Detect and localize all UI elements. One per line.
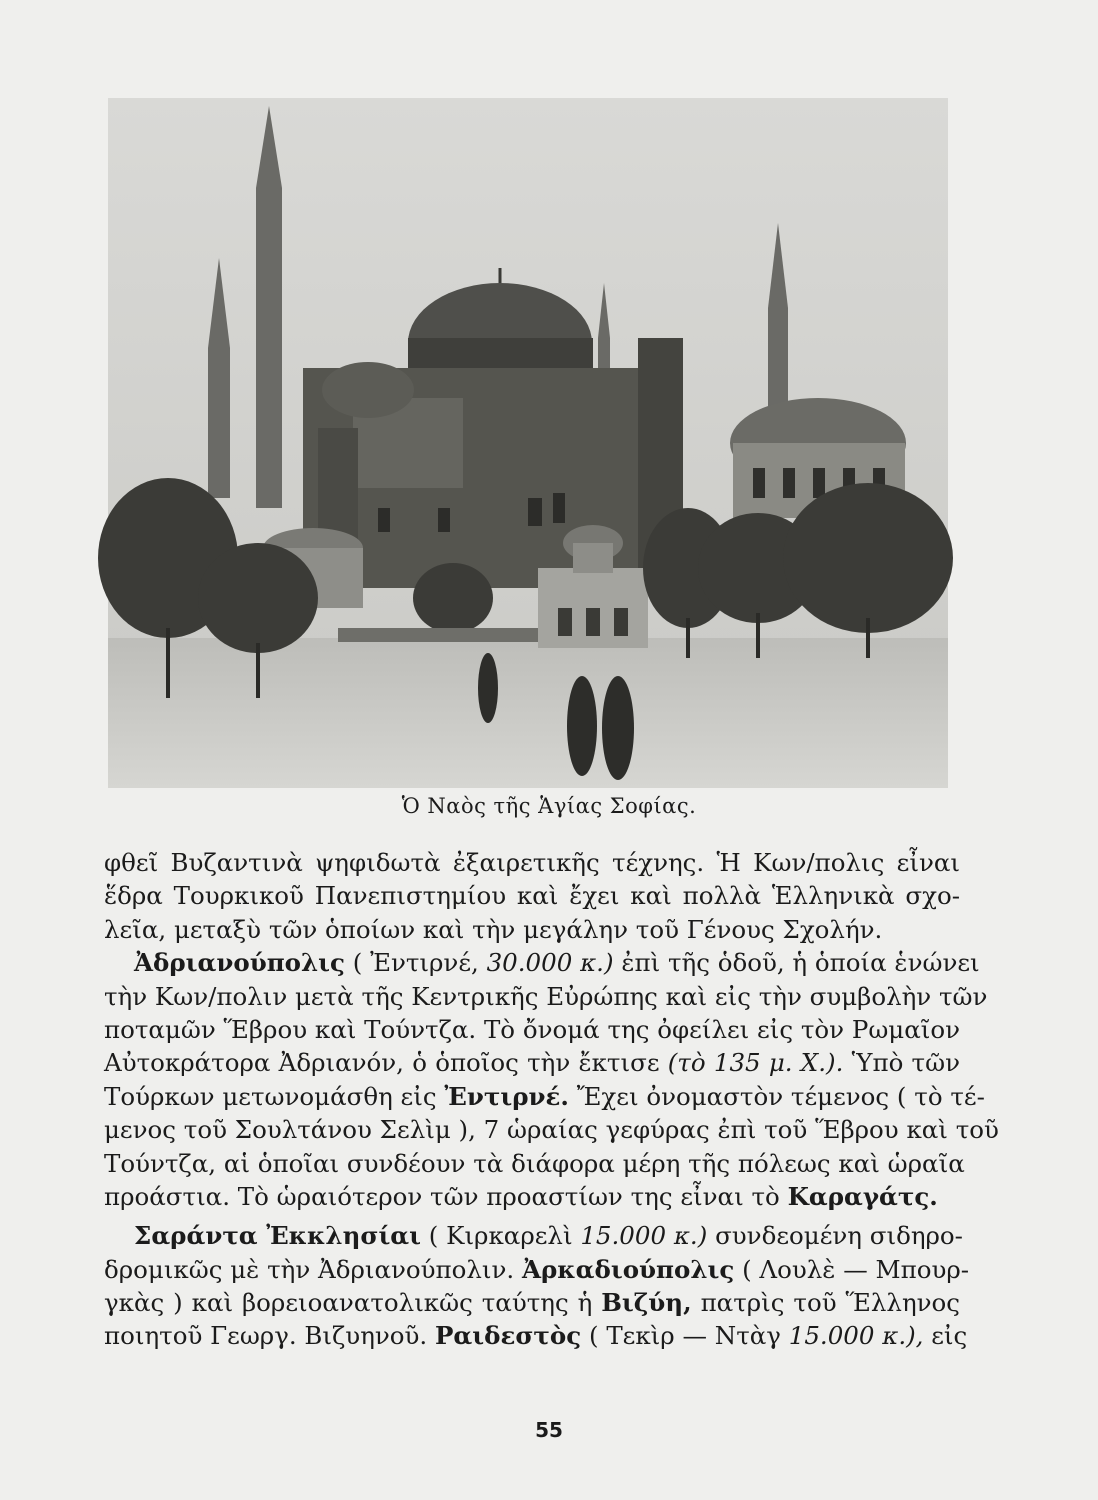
text-span: συνδεομένη σιδηρο- (707, 1221, 963, 1251)
text-line: τὴν Κων/πολιν μετὰ τῆς Κεντρικῆς Εὐρώπης καὶ εἰς τὴν συμβολὴν τῶν (104, 981, 988, 1011)
text-line (104, 946, 980, 979)
text-span: πατρὶς τοῦ Ἕλληνος (691, 1288, 960, 1318)
text-line: λεῖα, μεταξὺ τῶν ὁποίων καὶ τὴν μεγάλην τοῦ Γένους Σχολήν. (104, 914, 883, 944)
text-span: γκὰς ) καὶ βορειοανατολικῶς ταύτης ἡ (104, 1288, 602, 1318)
text-line (104, 1219, 963, 1252)
body-text (104, 846, 999, 1353)
date: (τὸ 135 μ. Χ.). (667, 1048, 844, 1078)
text-line (104, 1319, 968, 1352)
text-span: ( Ἐντιρνέ, (352, 948, 487, 978)
text-span: εἰς (923, 1321, 968, 1351)
place-name: Ραιδεστὸς (435, 1321, 582, 1351)
text-line: ἕδρα Τουρκικοῦ Πανεπιστημίου καὶ ἔχει καὶ πολλὰ Ἑλληνικὰ σχο- (104, 881, 960, 911)
population: 15.000 κ.), (788, 1321, 924, 1351)
text-line (104, 1180, 960, 1213)
text-span: Τούρκων μετωνομάσθη εἰς (104, 1081, 445, 1111)
text-span: προάστια. Τὸ ὡραιότερον τῶν προαστίων της εἶναι τὸ (104, 1181, 788, 1211)
place-name: Ἀρκαδιούπολις (522, 1254, 735, 1284)
mosque-photo-icon (108, 98, 948, 788)
text-span: ( Τεκὶρ — Ντὰγ (581, 1321, 789, 1351)
place-name: Καραγάτς. (787, 1181, 938, 1211)
text-line: φθεῖ Βυζαντινὰ ψηφιδωτὰ ἐξαιρετικῆς τέχνης. Ἡ Κων/πολις εἶναι (104, 848, 960, 877)
figure-caption: Ὁ Ναὸς τῆς Ἁγίας Σοφίας. (401, 794, 697, 818)
text-span: ( Κιρκαρελὶ (421, 1221, 581, 1251)
place-name: Ἀδριανούπολις (134, 948, 345, 978)
place-name: Σαράντα Ἐκκλησίαι (134, 1221, 422, 1251)
text-line (104, 1253, 970, 1286)
text-line: μενος τοῦ Σουλτάνου Σελὶμ ), 7 ὡραίας γεφύρας ἐπὶ τοῦ Ἕβρου καὶ τοῦ (104, 1115, 999, 1145)
text-line (104, 1046, 960, 1079)
population: 30.000 κ.) (486, 948, 614, 978)
page-number: 55 (535, 1418, 563, 1442)
population: 15.000 κ.) (580, 1221, 708, 1251)
place-name: Βιζύη, (601, 1288, 692, 1318)
place-name: Ἐντιρνέ. (444, 1081, 569, 1111)
text-span: ἐπὶ τῆς ὁδοῦ, ἡ ὁποία ἑνώνει (613, 948, 980, 978)
text-line: Τούντζα, αἱ ὁποῖαι συνδέουν τὰ διάφορα μέρη τῆς πόλεως καὶ ὡραῖα (104, 1148, 965, 1178)
text-line (104, 1080, 985, 1113)
text-span: ποιητοῦ Γεωργ. Βιζυηνοῦ. (104, 1321, 435, 1351)
text-line: ποταμῶν Ἕβρου καὶ Τούντζα. Τὸ ὄνομά της ὀφείλει εἰς τὸν Ρωμαῖον (104, 1014, 961, 1044)
text-span: Ὑπὸ τῶν (843, 1048, 960, 1078)
text-span: Ἔχει ὀνομαστὸν τέμενος ( τὸ τέ- (568, 1081, 985, 1111)
text-span: δρομικῶς μὲ τὴν Ἀδριανούπολιν. (104, 1254, 522, 1284)
text-span: Αὐτοκράτορα Ἀδριανόν, ὁ ὁποῖος τὴν ἔκτισε (104, 1048, 668, 1078)
text-span: ( Λουλὲ — Μπουρ- (734, 1254, 970, 1284)
text-line (104, 1286, 960, 1319)
